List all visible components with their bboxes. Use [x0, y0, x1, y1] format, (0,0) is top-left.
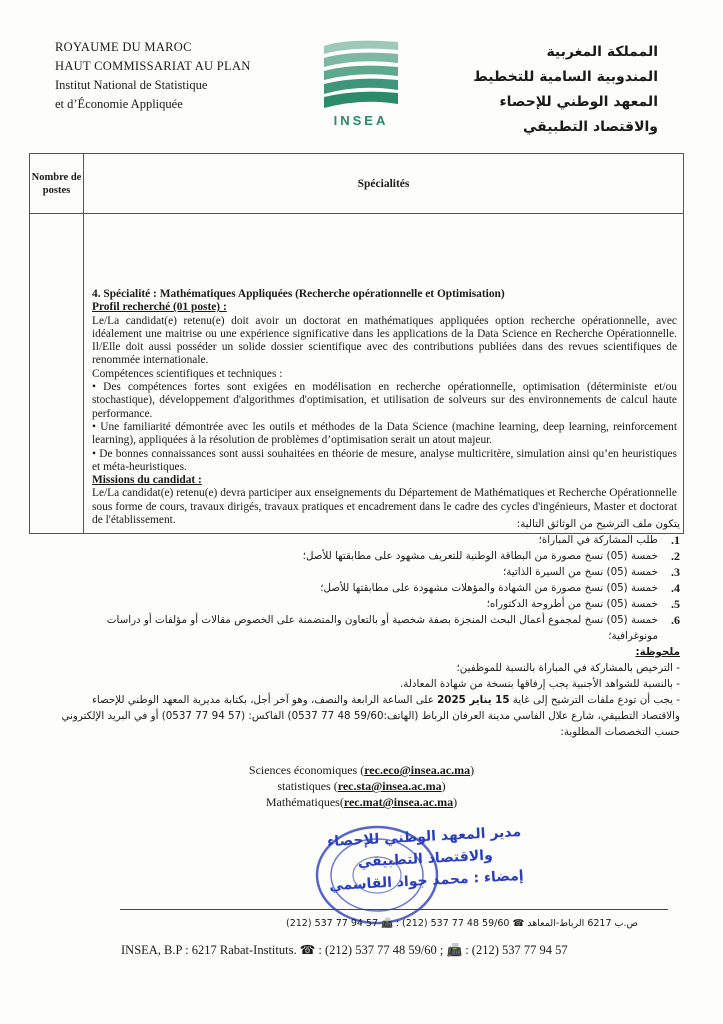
insea-logo	[318, 36, 404, 128]
missions-heading: Missions du candidat :	[92, 474, 202, 487]
skill-item: • De bonnes connaissances sont aussi souhaitées en théorie de mesure, analyse multicritère, simulation ainsi qu’en heuristiques et méta-heuristiques.	[92, 447, 677, 473]
profile-heading: Profil recherché (01 poste) :	[92, 301, 227, 314]
header-left	[55, 38, 251, 114]
footer-divider	[120, 909, 668, 910]
institute-ar-2: والاقتصاد التطبيقي	[523, 119, 658, 135]
table-header-row	[30, 154, 684, 214]
skill-item: • Des compétences fortes sont exigées en modélisation en recherche opérationnelle, optimisation (déterministe et/ou stochastique), développement d'algorithmes d'optimisation, et utilisation de solveurs sur des environnements de calcul haute performance.	[92, 381, 677, 420]
note-item: - الترخيص بالمشاركة في المباراة بالنسبة للموظفين؛	[456, 662, 680, 674]
specialite-cell	[84, 214, 684, 534]
header-right	[473, 40, 658, 140]
email-link-mat[interactable]: rec.mat@insea.ac.ma	[343, 795, 454, 809]
insea-logo-icon	[318, 36, 404, 110]
logo-text: INSEA	[333, 113, 389, 128]
institute-fr-1: Institut National de Statistique	[55, 78, 208, 92]
signature-line-3: إمضاء : محمد جواد القاسمي	[329, 867, 525, 895]
list-item: 4. خمسة (05) نسخ مصورة من الشهادة والمؤهلات مشهودة على مطابقتها للأصل؛	[320, 581, 680, 595]
footer-arabic: ص.ب 6217 الرباط-المعاهد ☎ 59/60 48 77 537 (212) ؛ 📠 57 94 77 537 (212)	[286, 918, 638, 929]
note-item: - بالنسبة للشواهد الأجنبية يجب إرفاقها بنسخة من شهادة المعادلة.	[400, 678, 680, 690]
kingdom-fr: ROYAUME DU MAROC	[55, 40, 192, 54]
skill-item: • Une familiarité démontrée avec les outils et méthodes de la Data Science (machine learning, deep learning, reinforcement learning), appliquées à la résolution de problèmes d’optimisation serait un atout majeur.	[92, 420, 677, 447]
skills-intro: Compétences scientifiques et techniques :	[92, 367, 283, 380]
email-sta: statistiques (rec.sta@insea.ac.ma)	[277, 779, 446, 793]
institute-ar-1: المعهد الوطني للإحصاء	[499, 94, 658, 110]
missions-text: Le/La candidat(e) retenu(e) devra participer aux enseignements du Département de Mathématiques et Recherche Opérationnelle sous forme de cours, travaux dirigés, travaux pratiques et encadrement dans le cadre des cycles d'ingénieurs, Master et doctorat de l'établissement.	[92, 487, 677, 527]
kingdom-ar: المملكة المغربية	[546, 44, 658, 60]
positions-table	[29, 153, 684, 534]
spec-title: 4. Spécialité : Mathématiques Appliquées (Recherche opérationnelle et Optimisation)	[92, 288, 505, 300]
commissariat-fr: HAUT COMMISSARIAT AU PLAN	[55, 59, 251, 73]
dossier-section	[60, 516, 680, 740]
postes-cell	[30, 214, 84, 534]
footer-french: INSEA, B.P : 6217 Rabat-Instituts. ☎ : (212) 537 77 48 59/60 ; 📠 : (212) 537 77 94 57	[121, 943, 568, 957]
email-link-eco[interactable]: rec.eco@insea.ac.ma	[364, 763, 471, 777]
list-item: 1. طلب المشاركة في المباراة؛	[538, 533, 680, 547]
email-eco: Sciences économiques (rec.eco@insea.ac.ma)	[248, 763, 475, 777]
list-item: 6. خمسة (05) نسخ لمجموع أعمال البحث المنجزة بصفة شخصية أو بالتعاون والمتضمنة على الخصوص مقالات أو مؤلفات أو دراسات مونوغرافية؛	[106, 613, 680, 642]
signature-line-1: مدير المعهد الوطني للإحصاء	[327, 823, 522, 851]
note-title: ملحوظة:	[635, 646, 680, 658]
col-header-specialites: Spécialités	[84, 154, 684, 214]
signature-block	[327, 821, 525, 897]
col-header-postes: Nombre de postes	[30, 154, 84, 214]
dossier-intro: يتكون ملف الترشيح من الوثائق التالية:	[516, 518, 680, 530]
dossier-list	[60, 532, 680, 644]
email-link-sta[interactable]: rec.sta@insea.ac.ma	[337, 779, 442, 793]
table-row	[30, 214, 684, 534]
profile-text: Le/La candidat(e) retenu(e) doit avoir un doctorat en mathématiques appliquées option recherche opérationnelle, avec idéalement une maitrise ou une expérience significative dans les applications de la Data Science en Recherche Opérationnelle. Il/Elle doit aussi posséder un solide dossier scientifique avec des contributions publiées dans des revues scientifiques de renommée internationale.	[92, 314, 677, 367]
deadline-date: 15 يناير 2025	[437, 694, 510, 706]
list-item: 2. خمسة (05) نسخ مصورة من البطاقة الوطنية للتعريف مشهود على مطابقتها للأصل؛	[302, 549, 680, 563]
list-item: 3. خمسة (05) نسخ من السيرة الذاتية؛	[503, 565, 680, 579]
list-item: 5. خمسة (05) نسخ من أطروحة الدكتوراه؛	[486, 597, 680, 611]
email-list	[0, 762, 723, 810]
email-mat: Mathématiques(rec.mat@insea.ac.ma)	[265, 795, 458, 809]
institute-fr-2: et d’Économie Appliquée	[55, 97, 183, 111]
signature-line-2: والاقتصاد التطبيقي	[357, 847, 494, 871]
deadline-text: - يجب أن تودع ملفات الترشيح إلى غاية 15 يناير 2025 على الساعة الرابعة والنصف، وهو آخر أجل، بكتابة مديرية المعهد الوطني للإحصاء والاقتصاد التطبيقي، شارع علال الفاسي مدينة العرفان الرباط (الهاتف:59/60 48 77 0537) الفاكس: (57 94 77 0537) أو في البريد الإلكتروني حسب التخصصات المطلوبة:	[61, 694, 680, 738]
commissariat-ar: المندوبية السامية للتخطيط	[473, 69, 658, 85]
